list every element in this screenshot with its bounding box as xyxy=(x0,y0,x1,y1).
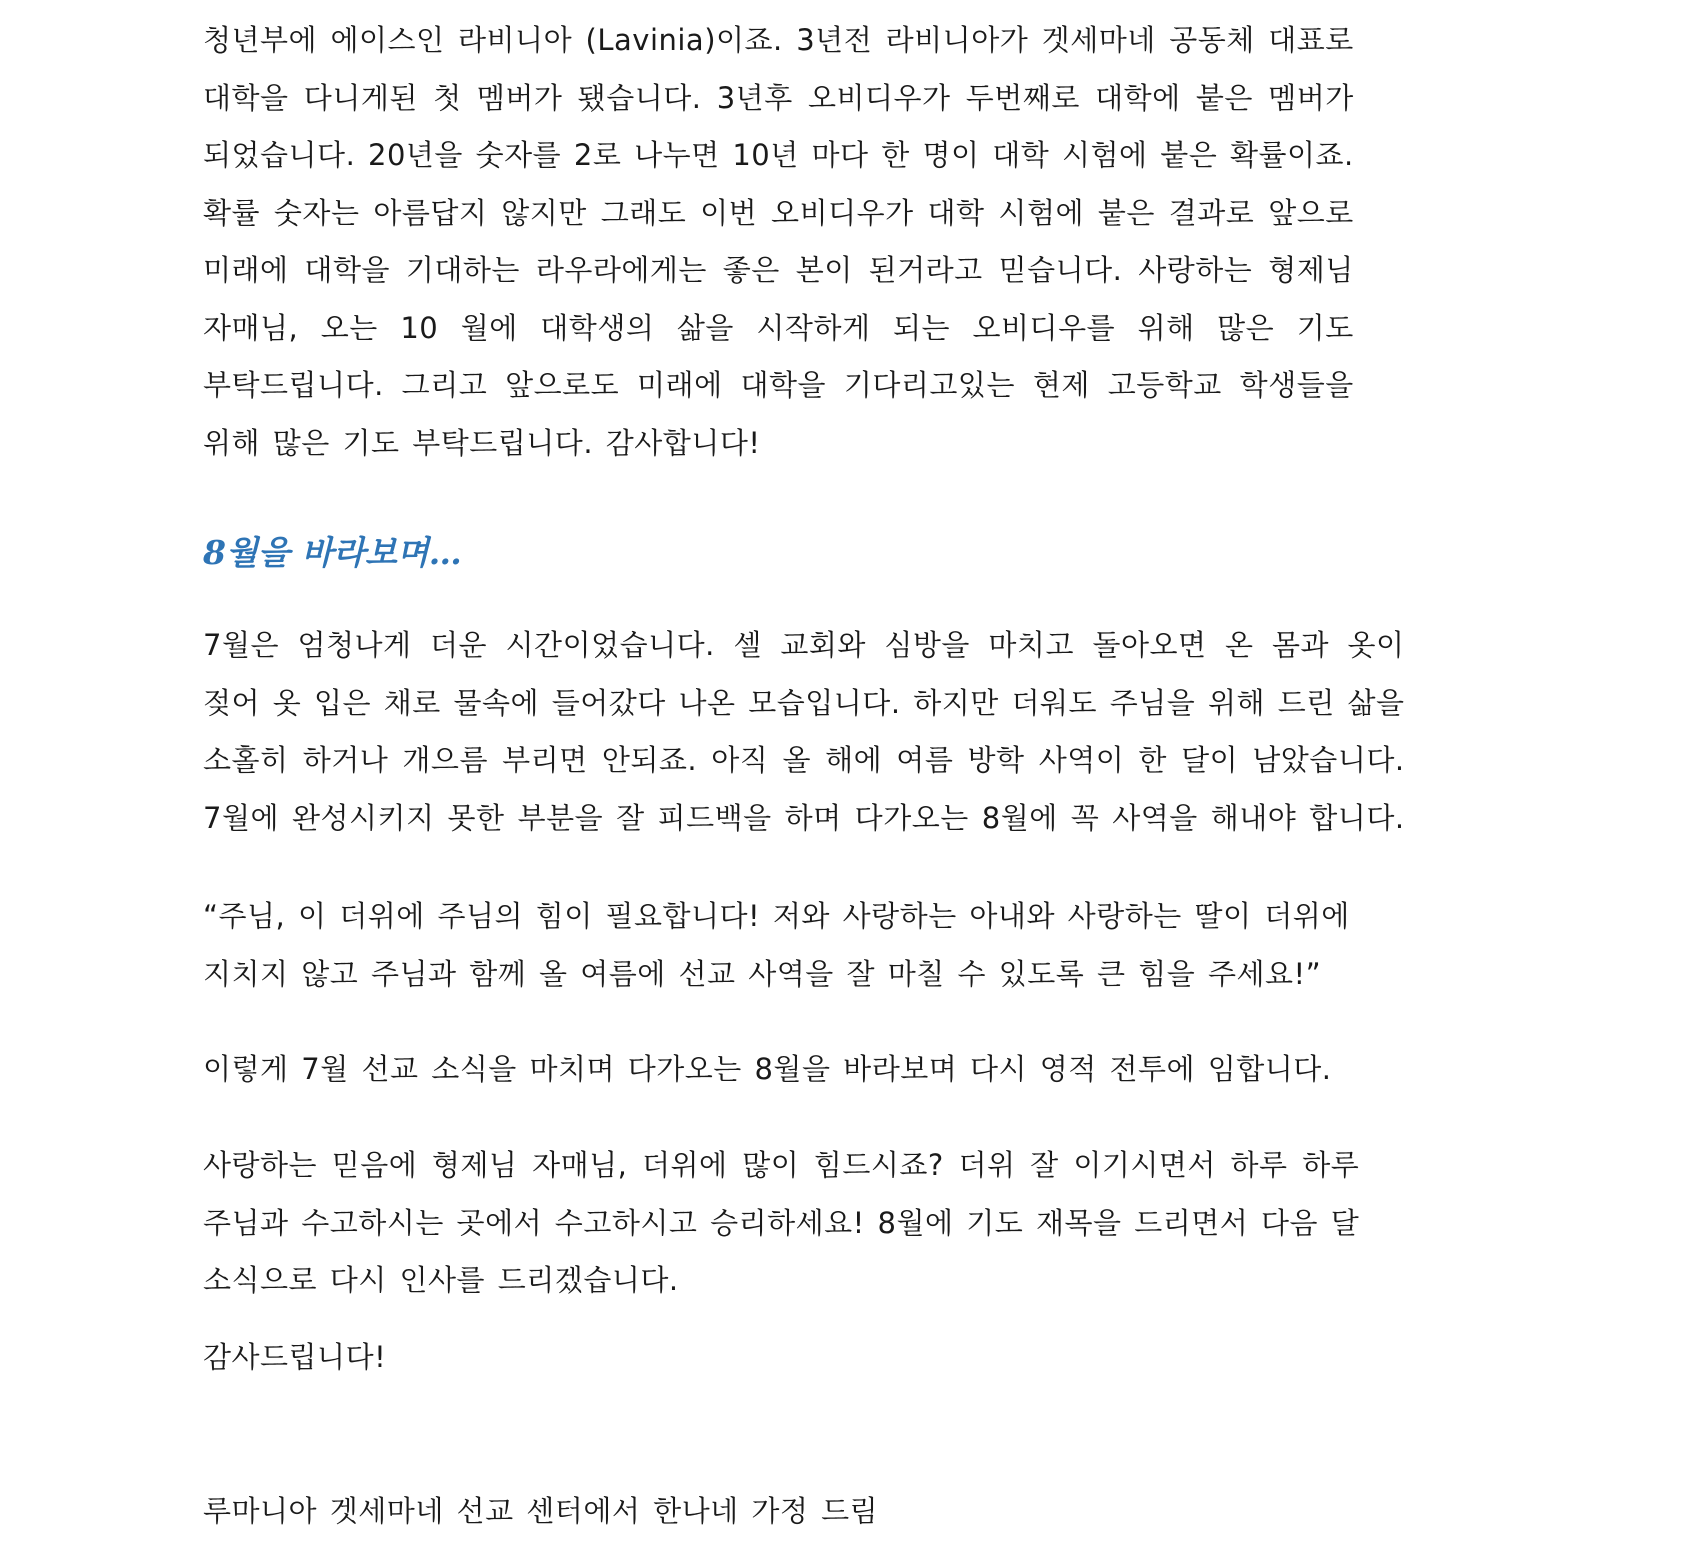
paragraph-thanks xyxy=(203,1329,386,1387)
paragraph-july-heat xyxy=(203,617,1405,847)
paragraph-line: 주님과 수고하시는 곳에서 수고하시고 승리하세요! 8월에 기도 재목을 드리면서 다음 달 xyxy=(203,1205,1360,1240)
paragraph-line: 이렇게 7월 선교 소식을 마치며 다가오는 8월을 바라보며 다시 영적 전투에 임합니다. xyxy=(203,1052,1332,1086)
paragraph-line: 부탁드립니다. 그리고 앞으로도 미래에 대학을 기다리고있는 현제 고등학교 학생들을 xyxy=(203,368,1354,402)
paragraph-line: 되었습니다. 20년을 숫자를 2로 나누면 10년 마다 한 명이 대학 시험에 붙은 확률이죠. xyxy=(203,138,1354,172)
paragraph-lavinia-ovidiu xyxy=(203,12,1354,472)
paragraph-line: 대학을 다니게된 첫 멤버가 됐습니다. 3년후 오비디우가 두번째로 대학에 붙은 멤버가 xyxy=(203,80,1354,115)
paragraph-closing-news xyxy=(203,1041,1331,1099)
paragraph-line: 7월은 엄청나게 더운 시간이었습니다. 셀 교회와 심방을 마치고 돌아오면 온 몸과 옷이 xyxy=(203,628,1405,662)
paragraph-line: 청년부에 에이스인 라비니아 (Lavinia)이죠. 3년전 라비니아가 겟세마네 공동체 대표로 xyxy=(203,23,1354,57)
paragraph-prayer-quote xyxy=(203,888,1350,1003)
paragraph-line: 자매님, 오는 10 월에 대학생의 삶을 시작하게 되는 오비디우를 위해 많은 기도 xyxy=(203,310,1354,345)
paragraph-line: 젖어 옷 입은 채로 물속에 들어갔다 나온 모습입니다. 하지만 더워도 주님을 위해 드린 삶을 xyxy=(203,685,1405,720)
paragraph-line: 미래에 대학을 기대하는 라우라에게는 좋은 본이 된거라고 믿습니다. 사랑하는 형제님 xyxy=(203,253,1354,287)
paragraph-line: 사랑하는 믿음에 형제님 자매님, 더위에 많이 힘드시죠? 더위 잘 이기시면서 하루 하루 xyxy=(203,1148,1360,1182)
paragraph-line: 확률 숫자는 아름답지 않지만 그래도 이번 오비디우가 대학 시험에 붙은 결과로 앞으로 xyxy=(203,195,1354,230)
signature-line: 루마니아 겟세마네 선교 센터에서 한나네 가정 드림 xyxy=(203,1494,879,1528)
paragraph-greeting xyxy=(203,1137,1359,1310)
paragraph-line: 소식으로 다시 인사를 드리겠습니다. xyxy=(203,1263,679,1297)
paragraph-line: “주님, 이 더위에 주님의 힘이 필요합니다! 저와 사랑하는 아내와 사랑하는 딸이 더위에 xyxy=(203,899,1350,933)
section-heading: 8월을 바라보며… xyxy=(203,533,462,572)
paragraph-line: 지치지 않고 주님과 함께 올 여름에 선교 사역을 잘 마칠 수 있도록 큰 힘을 주세요!” xyxy=(203,956,1322,991)
paragraph-line: 감사드립니다! xyxy=(203,1340,387,1374)
signature xyxy=(203,1483,878,1541)
paragraph-line: 위해 많은 기도 부탁드립니다. 감사합니다! xyxy=(203,425,761,460)
paragraph-line: 소홀히 하거나 개으름 부리면 안되죠. 아직 올 해에 여름 방학 사역이 한 달이 남았습니다. xyxy=(203,743,1405,777)
paragraph-line: 7월에 완성시키지 못한 부분을 잘 피드백을 하며 다가오는 8월에 꼭 사역을 해내야 합니다. xyxy=(203,800,1405,835)
